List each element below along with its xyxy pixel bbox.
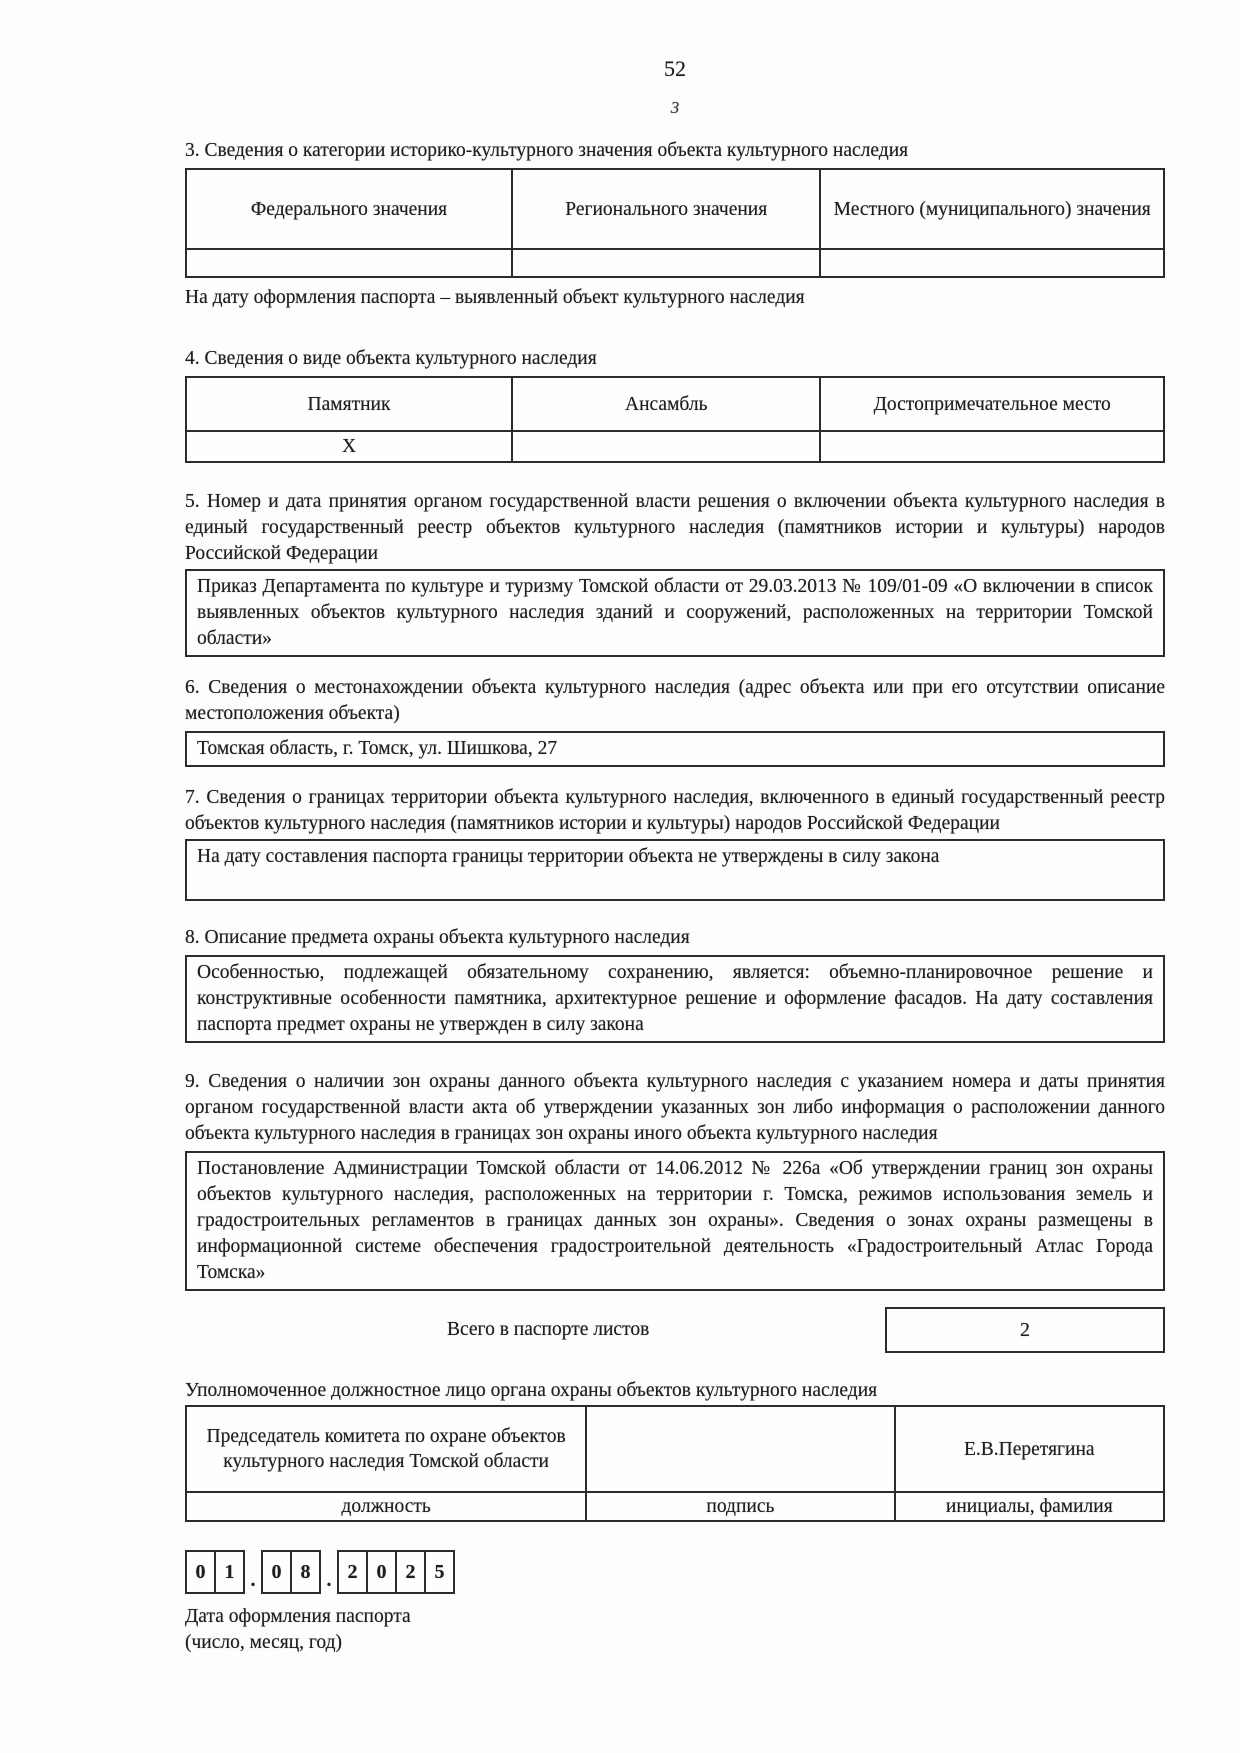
page-number: 52 [664, 56, 686, 81]
section3-table [185, 168, 1165, 278]
table-header-row [187, 378, 1163, 432]
official-values-row [187, 1407, 1163, 1493]
table-row [187, 432, 1163, 461]
section7-value-box: На дату составления паспорта границы территории объекта не утверждены в силу закона [185, 839, 1165, 901]
table-row [187, 250, 1163, 276]
date-digit: 5 [426, 1550, 455, 1594]
date-day-group [185, 1550, 245, 1594]
section8-heading: 8. Описание предмета охраны объекта культурного наследия [185, 927, 690, 948]
section8-value-box: Особенностью, подлежащей обязательному сохранению, является: объемно-планировочное решение и конструктивные особенности памятника, архитектурное решение и оформление фасадов. На дату составления паспорта предмет охраны не утвержден в силу закона [185, 955, 1165, 1043]
table-cell [511, 432, 819, 461]
passport-date [185, 1550, 1165, 1594]
official-labels-row [187, 1493, 1163, 1520]
table-header-cell: Местного (муниципального) значения [819, 170, 1163, 248]
table-header-cell: Достопримечательное место [819, 378, 1163, 430]
section3-heading: 3. Сведения о категории историко-культурного значения объекта культурного наследия [185, 140, 909, 161]
date-label [185, 1604, 1165, 1656]
position-label: должность [341, 1496, 431, 1517]
section6-heading: 6. Сведения о местонахождении объекта культурного наследия (адрес объекта или при его отсутствии описание местоположения объекта) [185, 677, 1165, 724]
official-signature [585, 1407, 893, 1491]
document-page [185, 0, 1165, 1656]
date-separator: . [250, 1569, 256, 1591]
section6-value-box: Томская область, г. Томск, ул. Шишкова, 27 [185, 731, 1165, 767]
date-digit: 2 [337, 1550, 368, 1594]
official-table [185, 1405, 1165, 1522]
total-sheets-row [185, 1307, 1165, 1353]
section4-heading: 4. Сведения о виде объекта культурного наследия [185, 348, 597, 369]
table-cell [819, 432, 1163, 461]
table-header-cell: Памятник [307, 393, 391, 415]
section5-heading: 5. Номер и дата принятия органом государственной власти решения о включении объекта культурного наследия в единый государственный реестр объектов культурного наследия (памятников истории и культуры) народов Российской Федерации [185, 491, 1165, 564]
table-header-row [187, 170, 1163, 250]
table-cell [511, 250, 819, 276]
total-sheets-value: 2 [885, 1307, 1165, 1353]
official-caption: Уполномоченное должностное лицо органа охраны объектов культурного наследия [185, 1380, 878, 1401]
date-digit: 0 [368, 1550, 397, 1594]
table-cell [187, 250, 511, 276]
table-header-cell: Регионального значения [511, 170, 819, 248]
date-digit: 2 [397, 1550, 426, 1594]
signature-label: подпись [585, 1493, 893, 1520]
table-cell [819, 250, 1163, 276]
official-name: Е.В.Перетягина [894, 1407, 1163, 1491]
section4-table [185, 376, 1165, 463]
total-sheets-label: Всего в паспорте листов [447, 1319, 650, 1340]
official-position: Председатель комитета по охране объектов культурного наследия Томской области [206, 1426, 566, 1472]
table-cell-monument-mark: X [341, 436, 357, 457]
table-header-cell: Федерального значения [250, 198, 448, 220]
date-digit: 0 [185, 1550, 216, 1594]
section7-heading: 7. Сведения о границах территории объекта культурного наследия, включенного в единый государственный реестр объектов культурного наследия (памятников истории и культуры) народов Российской Федерации [185, 787, 1165, 834]
date-digit: 0 [261, 1550, 292, 1594]
section3-note: На дату оформления паспорта – выявленный объект культурного наследия [185, 287, 805, 308]
date-month-group [261, 1550, 321, 1594]
date-label-line1: Дата оформления паспорта [185, 1606, 411, 1627]
sheet-number: 3 [670, 98, 680, 117]
date-digit: 8 [292, 1550, 321, 1594]
date-label-line2: (число, месяц, год) [185, 1632, 343, 1653]
section9-value-box: Постановление Администрации Томской области от 14.06.2012 № 226а «Об утверждении границ зон охраны объектов культурного наследия, расположенных на территории г. Томска, режимов использования земель и градостроительных регламентов в границах данных зон охраны». Сведения о зонах охраны размещены в информационной системе обеспечения градостроительной деятельность «Градостроительный Атлас Города Томска» [185, 1151, 1165, 1291]
date-year-group [337, 1550, 455, 1594]
date-separator: . [326, 1569, 332, 1591]
section9-heading: 9. Сведения о наличии зон охраны данного объекта культурного наследия с указанием номера и даты принятия органом государственной власти акта об утверждении указанных зон либо информация о расположении данного объекта культурного наследия в границах зон охраны иного объекта культурного наследия [185, 1071, 1165, 1144]
date-digit: 1 [216, 1550, 245, 1594]
name-label: инициалы, фамилия [894, 1493, 1163, 1520]
section5-value-box: Приказ Департамента по культуре и туризму Томской области от 29.03.2013 № 109/01-09 «О включении в список выявленных объектов культурного наследия зданий и сооружений, расположенных на территории Томской области» [185, 569, 1165, 657]
table-header-cell: Ансамбль [511, 378, 819, 430]
